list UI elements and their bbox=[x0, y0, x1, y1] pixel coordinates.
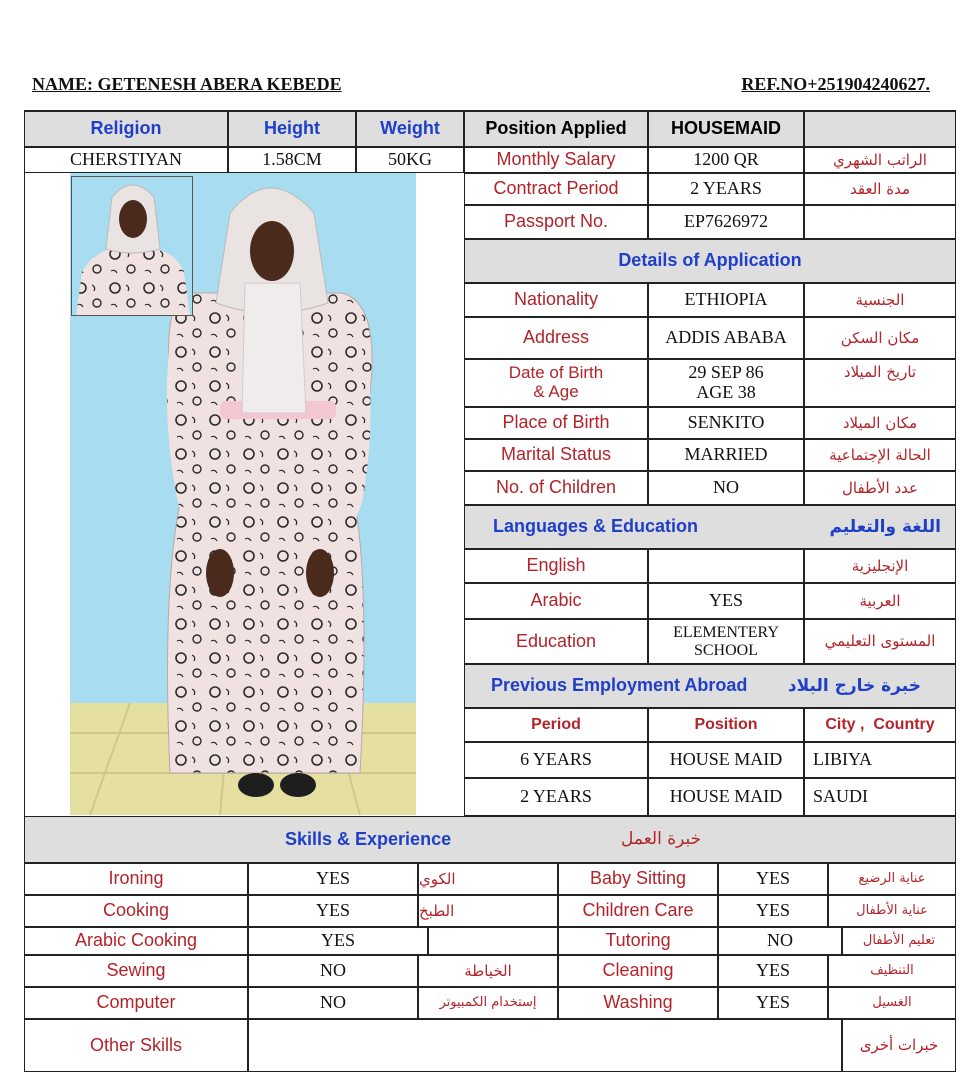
nationality-arabic: الجنسية bbox=[804, 283, 956, 317]
employment-city-header: City , Country bbox=[804, 708, 956, 742]
skill-baby-sitting-label: Baby Sitting bbox=[558, 863, 718, 895]
skill-tutoring-label: Tutoring bbox=[558, 927, 718, 955]
employment-title-ar: خبرة خارج البلاد bbox=[787, 675, 921, 696]
dob-arabic: تاريخ الميلاد bbox=[804, 359, 956, 407]
skill-sewing-value: NO bbox=[248, 955, 418, 987]
skill-baby-sitting-arabic: عناية الرضيع bbox=[828, 863, 956, 895]
languages-title-ar: اللغة والتعليم bbox=[829, 516, 941, 537]
reference-number: REF.NO+251904240627. bbox=[741, 74, 930, 94]
children-label: No. of Children bbox=[464, 471, 648, 505]
skill-baby-sitting-value: YES bbox=[718, 863, 828, 895]
dob-age-label: Date of Birth & Age bbox=[464, 359, 648, 407]
address-label: Address bbox=[464, 317, 648, 359]
skill-cooking-value: YES bbox=[248, 895, 418, 927]
place-of-birth-arabic: مكان الميلاد bbox=[804, 407, 956, 439]
other-skills-label: Other Skills bbox=[24, 1019, 248, 1072]
marital-status-label: Marital Status bbox=[464, 439, 648, 471]
skill-arabic-cooking-arabic bbox=[428, 927, 558, 955]
nationality-value: ETHIOPIA bbox=[648, 283, 804, 317]
education-label: Education bbox=[464, 619, 648, 664]
passport-blank-cell bbox=[804, 205, 956, 239]
education-arabic: المستوى التعليمي bbox=[804, 619, 956, 664]
employment-row-2-position: HOUSE MAID bbox=[648, 778, 804, 816]
height-value: 1.58CM bbox=[228, 147, 356, 173]
skill-arabic-cooking-label: Arabic Cooking bbox=[24, 927, 248, 955]
english-arabic: الإنجليزية bbox=[804, 549, 956, 583]
skill-computer-label: Computer bbox=[24, 987, 248, 1019]
passport-label: Passport No. bbox=[464, 205, 648, 239]
english-label: English bbox=[464, 549, 648, 583]
arabic-arabic: العربية bbox=[804, 583, 956, 619]
place-of-birth-label: Place of Birth bbox=[464, 407, 648, 439]
religion-header: Religion bbox=[24, 111, 228, 147]
employment-row-1-city: LIBIYA bbox=[804, 742, 956, 778]
skills-title-en: Skills & Experience bbox=[285, 828, 452, 849]
skill-cleaning-arabic: التنظيف bbox=[828, 955, 956, 987]
employment-section-title bbox=[464, 664, 956, 708]
skill-sewing-label: Sewing bbox=[24, 955, 248, 987]
weight-header: Weight bbox=[356, 111, 464, 147]
employment-row-2-city: SAUDI bbox=[804, 778, 956, 816]
skill-ironing-value: YES bbox=[248, 863, 418, 895]
skill-tutoring-value: NO bbox=[718, 927, 842, 955]
skill-ironing-arabic: الكوي bbox=[418, 863, 558, 895]
skill-children-care-arabic: عناية الأطفال bbox=[828, 895, 956, 927]
employment-period-header: Period bbox=[464, 708, 648, 742]
skill-washing-label: Washing bbox=[558, 987, 718, 1019]
children-arabic: عدد الأطفال bbox=[804, 471, 956, 505]
children-value: NO bbox=[648, 471, 804, 505]
employment-position-header: Position bbox=[648, 708, 804, 742]
skill-children-care-label: Children Care bbox=[558, 895, 718, 927]
dob-age-value: 29 SEP 86 AGE 38 bbox=[648, 359, 804, 407]
details-section-title: Details of Application bbox=[464, 239, 956, 283]
marital-status-arabic: الحالة الإجتماعية bbox=[804, 439, 956, 471]
header-blank-cell bbox=[804, 111, 956, 147]
skill-arabic-cooking-value: YES bbox=[248, 927, 428, 955]
position-applied-value: HOUSEMAID bbox=[648, 111, 804, 147]
skill-washing-arabic: الغسيل bbox=[828, 987, 956, 1019]
education-value: ELEMENTERY SCHOOL bbox=[648, 619, 804, 664]
position-applied-header: Position Applied bbox=[464, 111, 648, 147]
skill-computer-value: NO bbox=[248, 987, 418, 1019]
employment-row-1-period: 6 YEARS bbox=[464, 742, 648, 778]
skill-washing-value: YES bbox=[718, 987, 828, 1019]
passport-photo bbox=[71, 176, 193, 316]
employment-title-en: Previous Employment Abroad bbox=[491, 675, 748, 696]
contract-period-arabic: مدة العقد bbox=[804, 173, 956, 205]
languages-title-en: Languages & Education bbox=[493, 516, 699, 537]
address-arabic: مكان السكن bbox=[804, 317, 956, 359]
place-of-birth-value: SENKITO bbox=[648, 407, 804, 439]
weight-value: 50KG bbox=[356, 147, 464, 173]
skill-cleaning-label: Cleaning bbox=[558, 955, 718, 987]
nationality-label: Nationality bbox=[464, 283, 648, 317]
religion-value: CHERSTIYAN bbox=[24, 147, 228, 173]
monthly-salary-label: Monthly Salary bbox=[464, 147, 648, 173]
monthly-salary-arabic: الراتب الشهري bbox=[804, 147, 956, 173]
arabic-label: Arabic bbox=[464, 583, 648, 619]
skills-section-title bbox=[24, 816, 956, 863]
employment-row-1-position: HOUSE MAID bbox=[648, 742, 804, 778]
marital-status-value: MARRIED bbox=[648, 439, 804, 471]
english-value bbox=[648, 549, 804, 583]
passport-photo-graphic bbox=[72, 177, 193, 316]
skill-cooking-arabic: الطبخ bbox=[418, 895, 558, 927]
address-value: ADDIS ABABA bbox=[648, 317, 804, 359]
passport-value: EP7626972 bbox=[648, 205, 804, 239]
arabic-value: YES bbox=[648, 583, 804, 619]
skill-computer-arabic: إستخدام الكمبيوتر bbox=[418, 987, 558, 1019]
other-skills-value bbox=[248, 1019, 842, 1072]
skill-sewing-arabic: الخياطة bbox=[418, 955, 558, 987]
applicant-name: NAME: GETENESH ABERA KEBEDE bbox=[32, 74, 342, 94]
skill-children-care-value: YES bbox=[718, 895, 828, 927]
skills-title-ar: خبرة العمل bbox=[621, 829, 702, 850]
skill-cleaning-value: YES bbox=[718, 955, 828, 987]
other-skills-arabic: خبرات أخرى bbox=[842, 1019, 956, 1072]
skill-ironing-label: Ironing bbox=[24, 863, 248, 895]
skill-cooking-label: Cooking bbox=[24, 895, 248, 927]
skill-tutoring-arabic: تعليم الأطفال bbox=[842, 927, 956, 955]
contract-period-value: 2 YEARS bbox=[648, 173, 804, 205]
languages-section-title bbox=[464, 505, 956, 549]
contract-period-label: Contract Period bbox=[464, 173, 648, 205]
height-header: Height bbox=[228, 111, 356, 147]
monthly-salary-value: 1200 QR bbox=[648, 147, 804, 173]
employment-row-2-period: 2 YEARS bbox=[464, 778, 648, 816]
